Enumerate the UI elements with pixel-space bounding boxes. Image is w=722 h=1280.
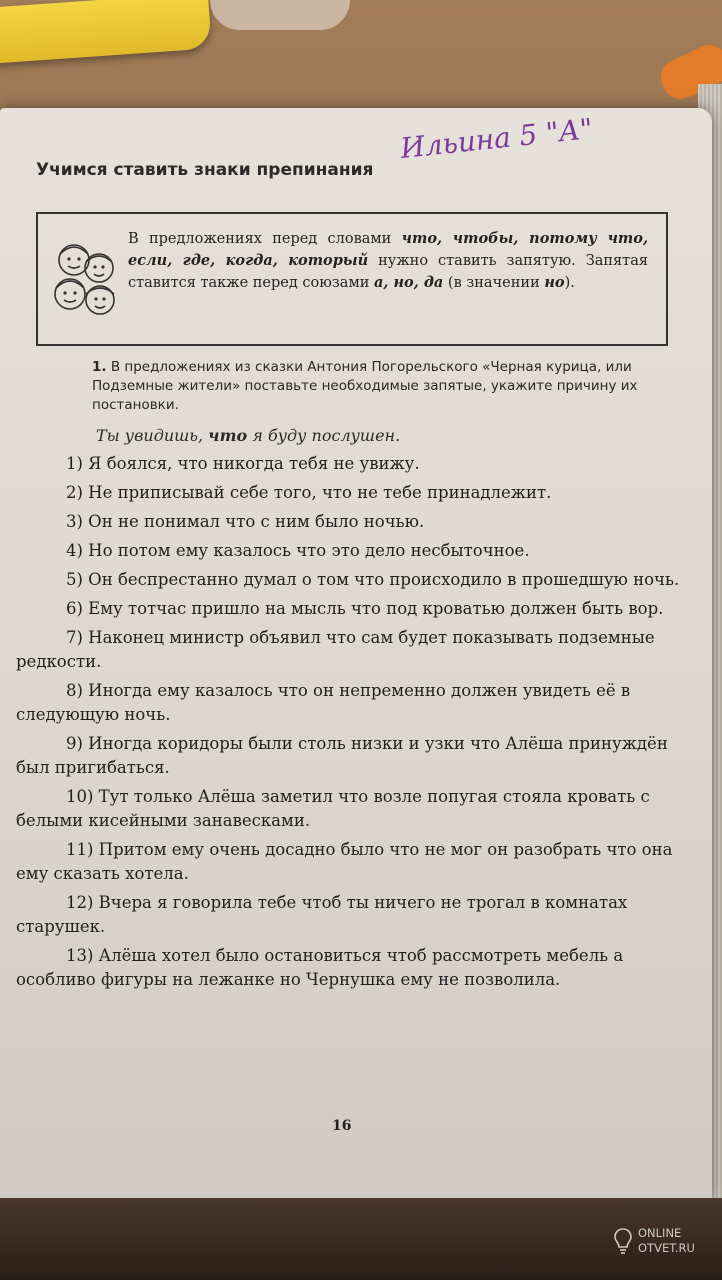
rule-keywords: а, но, да — [374, 274, 444, 291]
task-number: 1. — [92, 359, 107, 375]
rule-box — [36, 212, 668, 346]
sentence-item: 8) Иногда ему казалось что он непременно должен увидеть её в следующую ночь. — [16, 681, 631, 724]
sentence-item: 13) Алёша хотел было остановиться чтоб рассмотреть мебель а особливо фигуры на лежанке но Чернушка ему не позволила. — [16, 946, 624, 989]
example-before: Ты увидишь, — [96, 426, 209, 445]
watermark-text — [638, 1226, 695, 1256]
sentence-item: 1) Я боялся, что никогда тебя не увижу. — [66, 454, 420, 473]
rule-text-part: нужно ставить запятую. Запятая ставится также перед союзами — [128, 253, 648, 291]
rule-keywords: что, чтобы, потому что, если, где, когда, который — [128, 230, 648, 269]
sentence-item: 6) Ему тотчас пришло на мысль что под кроватью должен быть вор. — [66, 599, 664, 618]
page-number: 16 — [332, 1118, 352, 1134]
example-sentence — [96, 426, 656, 445]
sentence-item: 9) Иногда коридоры были столь низки и узки что Алёша принуждён был пригибаться. — [16, 734, 668, 777]
rule-text — [128, 228, 648, 294]
children-illustration-icon — [44, 232, 126, 324]
sentence-item: 7) Наконец министр объявил что сам будет показывать подземные редкости. — [16, 628, 655, 671]
handwritten-signature: Ильина 5 "А" — [398, 111, 595, 166]
rule-text-part: В предложениях перед словами — [128, 231, 402, 247]
sentence-item: 5) Он беспрестанно думал о том что происходило в прошедшую ночь. — [66, 570, 680, 589]
sentence-item: 10) Тут только Алёша заметил что возле попугая стояла кровать с белыми кисейными занавесками. — [16, 787, 650, 830]
sentence-item: 12) Вчера я говорила тебе чтоб ты ничего не трогал в комнатах старушек. — [16, 893, 628, 936]
cup — [210, 0, 350, 30]
watermark-line1: ONLINE — [638, 1226, 682, 1240]
rule-keywords: но — [544, 274, 565, 291]
lightbulb-icon — [614, 1228, 632, 1254]
task-instructions — [92, 358, 666, 415]
example-conjunction: что — [208, 426, 248, 445]
task-text: В предложениях из сказки Антония Погорельского «Черная курица, или Подземные жители» поставьте необходимые запятые, укажите причину их постановки. — [92, 359, 638, 413]
rule-text-part: ). — [564, 275, 575, 291]
sentence-item: 4) Но потом ему казалось что это дело несбыточное. — [66, 541, 530, 560]
sentence-item: 3) Он не понимал что с ним было ночью. — [66, 512, 425, 531]
section-heading: Учимся ставить знаки препинания — [36, 160, 374, 180]
sentence-list — [16, 452, 682, 997]
watermark-line2: OTVET.RU — [638, 1241, 695, 1255]
sentence-item: 2) Не приписывай себе того, что не тебе принадлежит. — [66, 483, 552, 502]
rule-text-part: (в значении — [443, 275, 545, 291]
watermark — [614, 1226, 695, 1256]
sentence-item: 11) Притом ему очень досадно было что не мог он разобрать что она ему сказать хотела. — [16, 840, 673, 883]
example-after: я буду послушен. — [247, 426, 401, 445]
